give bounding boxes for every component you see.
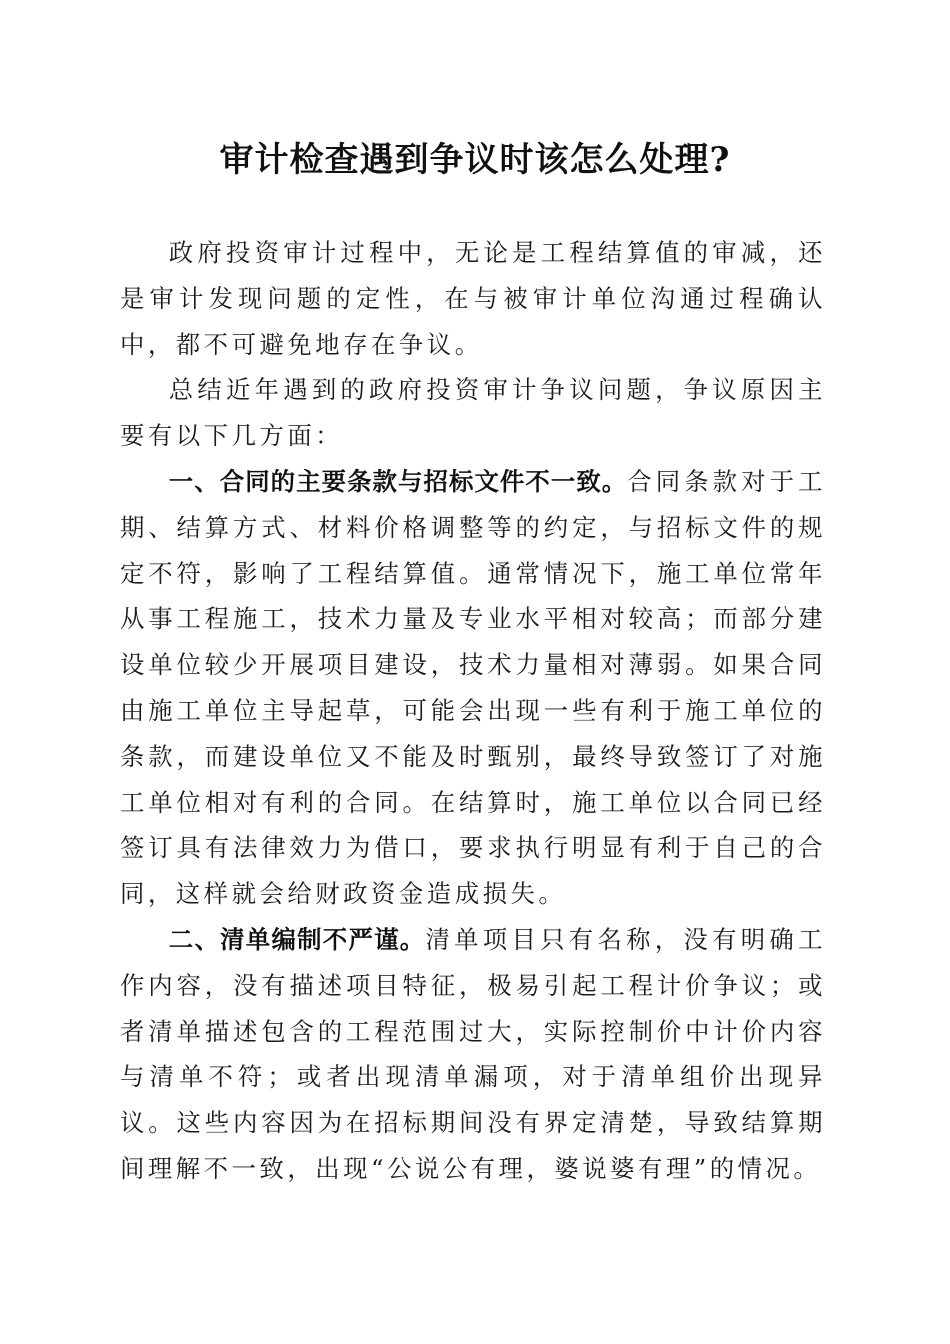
paragraph-section-2 (120, 917, 826, 1192)
section-heading: 一、合同的主要条款与招标文件不一致。 (168, 466, 628, 496)
paragraph-summary (120, 367, 826, 459)
paragraph-section-1 (120, 459, 826, 917)
paragraph-text: 合同条款对于工期、结算方式、材料价格调整等的约定，与招标文件的规定不符，影响了工程结算值。通常情况下，施工单位常年从事工程施工，技术力量及专业水平相对较高；而部分建设单位较少开展项目建设，技术力量相对薄弱。如果合同由施工单位主导起草，可能会出现一些有利于施工单位的条款，而建设单位又不能及时甄别，最终导致签订了对施工单位相对有利的合同。在结算时，施工单位以合同已经签订具有法律效力为借口，要求执行明显有利于自己的合同，这样就会给财政资金造成损失。 (120, 466, 826, 909)
document-title: 审计检查遇到争议时该怎么处理? (219, 140, 731, 180)
paragraph-text: 清单项目只有名称，没有明确工作内容，没有描述项目特征，极易引起工程计价争议；或者清单描述包含的工程范围过大，实际控制价中计价内容与清单不符；或者出现清单漏项，对于清单组价出现异议。这些内容因为在招标期间没有界定清楚，导致结算期间理解不一致，出现“公说公有理，婆说婆有理”的情况。 (120, 924, 826, 1183)
paragraph-text: 总结近年遇到的政府投资审计争议问题，争议原因主要有以下几方面： (120, 375, 826, 451)
section-heading: 二、清单编制不严谨。 (168, 924, 426, 954)
paragraph-text: 政府投资审计过程中，无论是工程结算值的审减，还是审计发现问题的定性，在与被审计单位沟通过程确认中，都不可避免地存在争议。 (120, 238, 826, 359)
paragraph-intro (120, 230, 826, 367)
document-body (120, 230, 826, 1192)
